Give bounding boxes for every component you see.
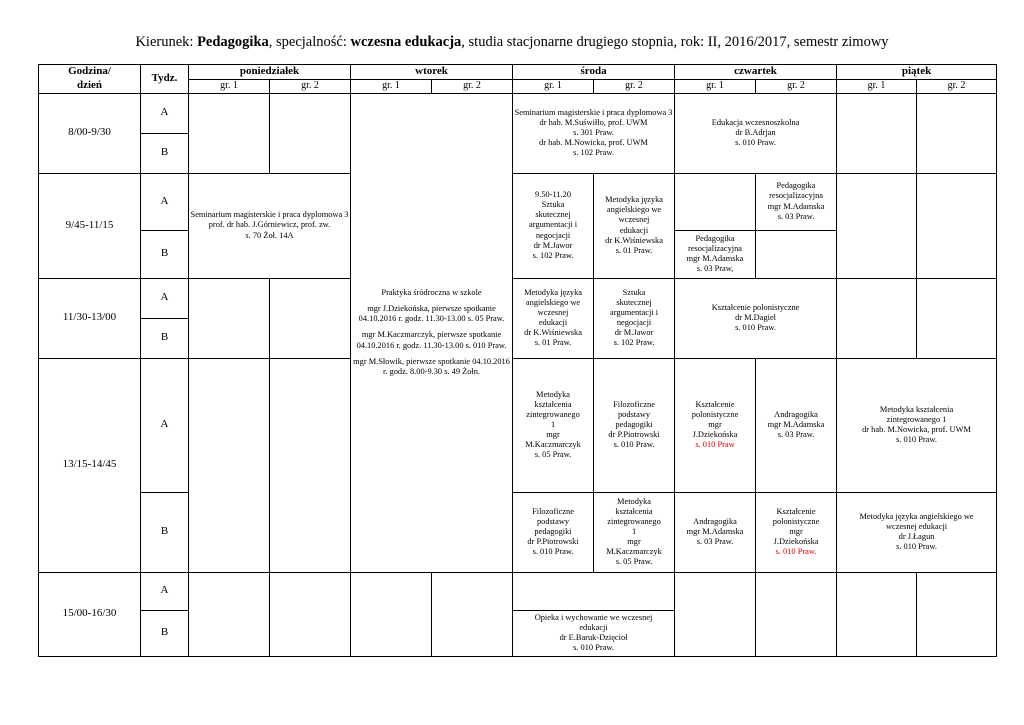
class-cell-sztuka: 9.50-11.20 Sztuka skutecznej argumentacji i negocjacji dr M.Jawor s. 102 Praw.: [513, 173, 594, 278]
empty-cell: [917, 278, 997, 358]
class-cell-resocjalizacja-gr2: Pedagogika resocjalizacyjna mgr M.Adamska s. 03 Praw.: [756, 173, 837, 230]
table-row: [39, 93, 997, 133]
hour-day-header: Godzina/ dzień: [39, 65, 141, 94]
day-friday: piątek: [837, 65, 997, 80]
header-days-row: [39, 65, 997, 80]
empty-cell: [837, 93, 917, 173]
group-header: gr. 2: [270, 79, 351, 93]
empty-cell: [917, 93, 997, 173]
time-slot-label: 8/00-9/30: [39, 93, 141, 173]
week-label: A: [141, 278, 189, 318]
class-cell-metodyka-zintegrowanego-czwartek: Metodyka kształcenia zintegrowanego 1 dr hab. M.Nowicka, prof. UWM s. 010 Praw.: [837, 358, 997, 492]
empty-cell: [675, 572, 756, 656]
class-cell-andragogika: Andragogika mgr M.Adamska s. 03 Praw.: [756, 358, 837, 492]
table-row: [39, 173, 997, 230]
group-header: gr. 1: [189, 79, 270, 93]
week-label: B: [141, 318, 189, 358]
class-cell-edukacja-wczesnoszkolna: Edukacja wczesnoszkolna dr B.Adrjan s. 010 Praw.: [675, 93, 837, 173]
group-header: gr. 2: [594, 79, 675, 93]
group-header: gr. 2: [917, 79, 997, 93]
empty-cell: [189, 572, 270, 656]
group-header: gr. 1: [513, 79, 594, 93]
week-label: B: [141, 492, 189, 572]
class-cell-filozoficzne-podstawy: Filozoficzne podstawy pedagogiki dr P.Piotrowski s. 010 Praw.: [513, 492, 594, 572]
empty-cell: [270, 358, 351, 572]
group-header: gr. 1: [837, 79, 917, 93]
table-row: [39, 492, 997, 572]
week-label: B: [141, 610, 189, 656]
time-slot-label: 13/15-14/45: [39, 358, 141, 572]
class-cell-andragogika: Andragogika mgr M.Adamska s. 03 Praw.: [675, 492, 756, 572]
class-cell-sztuka: Sztuka skutecznej argumentacji i negocjacji dr M.Jawor s. 102 Praw.: [594, 278, 675, 358]
week-label: A: [141, 572, 189, 610]
day-tuesday: wtorek: [351, 65, 513, 80]
empty-cell: [432, 572, 513, 656]
empty-cell: [351, 572, 432, 656]
class-cell-ksztalcenie-polonistyczne: Kształcenie polonistyczne mgr J.Dziekońska s. 010 Praw.: [756, 492, 837, 572]
group-header: gr. 1: [351, 79, 432, 93]
time-slot-label: 9/45-11/15: [39, 173, 141, 278]
class-cell-metodyka-jezyka: Metodyka języka angielskiego we wczesnej edukacji dr K.Wiśniewska s. 01 Praw.: [594, 173, 675, 278]
week-label: A: [141, 93, 189, 133]
schedule-table: [38, 64, 997, 657]
class-cell-praktyka: Praktyka śródroczna w szkole mgr J.Dziekońska, pierwsze spotkanie 04.10.2016 r. godz. 11.30-13.00 s. 05 Praw. mgr M.Kaczmarczyk, pierwsze spotkanie 04.10.2016 r. godz. 11.30-13.00 s. 010 Praw. mgr M.Słowik, pierwsze spotkanie 04.10.2016 r. godz. 8.00-9.30 s. 49 Żołn.: [351, 93, 513, 572]
week-label: A: [141, 358, 189, 492]
empty-cell: [837, 278, 917, 358]
class-cell-seminarium-sroda: Seminarium magisterskie i praca dyplomowa 3 dr hab. M.Suświłło, prof. UWM s. 301 Praw. dr hab. M.Nowicka, prof. UWM s. 102 Praw.: [513, 93, 675, 173]
empty-cell: [917, 173, 997, 278]
field-name: Pedagogika: [197, 34, 269, 50]
group-header: gr. 2: [432, 79, 513, 93]
table-row: [39, 572, 997, 610]
class-cell-metodyka-zintegrowanego: Metodyka kształcenia zintegrowanego 1 mgr M.Kaczmarczyk s. 05 Praw.: [513, 358, 594, 492]
class-cell-metodyka-jezyka-czwartek: Metodyka języka angielskiego we wczesnej edukacji dr J.Łagun s. 010 Praw.: [837, 492, 997, 572]
week-label: B: [141, 230, 189, 278]
class-cell-opieka-i-wychowanie: Opieka i wychowanie we wczesnej edukacji dr E.Baruk-Dzięcioł s. 010 Praw.: [513, 610, 675, 656]
empty-cell: [756, 572, 837, 656]
class-cell-metodyka-jezyka: Metodyka języka angielskiego we wczesnej edukacji dr K.Wiśniewska s. 01 Praw.: [513, 278, 594, 358]
class-cell-filozoficzne-podstawy: Filozoficzne podstawy pedagogiki dr P.Piotrowski s. 010 Praw.: [594, 358, 675, 492]
week-header: Tydz.: [141, 65, 189, 94]
group-header: gr. 2: [756, 79, 837, 93]
room-highlight: s. 010 Praw: [695, 440, 735, 450]
specialty-name: wczesna edukacja: [350, 34, 462, 50]
empty-cell: [189, 278, 270, 358]
table-row: [39, 278, 997, 318]
empty-cell: [270, 572, 351, 656]
empty-cell: [917, 572, 997, 656]
page-title: Kierunek: Pedagogika, specjalność: wczesna edukacja, studia stacjonarne drugiego stopnia, rok: II, 2016/2017, semestr zimowy: [135, 34, 889, 50]
table-row: [39, 358, 997, 492]
day-monday: poniedziałek: [189, 65, 351, 80]
class-cell-seminarium-poniedzialek: Seminarium magisterskie i praca dyplomowa 3 prof. dr hab. J.Górniewicz, prof. zw. s. 70 Żoł. 14A: [189, 173, 351, 278]
empty-cell: [189, 93, 270, 173]
time-slot-label: 11/30-13/00: [39, 278, 141, 358]
empty-cell: [675, 173, 756, 230]
empty-cell: [513, 572, 675, 610]
empty-cell: [189, 358, 270, 572]
empty-cell: [837, 173, 917, 278]
room-highlight: s. 010 Praw.: [775, 547, 817, 557]
group-header: gr. 1: [675, 79, 756, 93]
empty-cell: [270, 278, 351, 358]
empty-cell: [837, 572, 917, 656]
week-label: A: [141, 173, 189, 230]
empty-cell: [756, 230, 837, 278]
class-cell-ksztalcenie-polonistyczne: Kształcenie polonistyczne mgr J.Dziekońska s. 010 Praw: [675, 358, 756, 492]
day-thursday: czwartek: [675, 65, 837, 80]
class-cell-resocjalizacja-gr1: Pedagogika resocjalizacyjna mgr M.Adamska s. 03 Praw,: [675, 230, 756, 278]
class-cell-metodyka-zintegrowanego: Metodyka kształcenia zintegrowanego 1 mgr M.Kaczmarczyk s. 05 Praw.: [594, 492, 675, 572]
day-wednesday: środa: [513, 65, 675, 80]
class-cell-ksztalcenie-polonistyczne: Kształcenie polonistyczne dr M.Dagiel s. 010 Praw.: [675, 278, 837, 358]
empty-cell: [270, 93, 351, 173]
time-slot-label: 15/00-16/30: [39, 572, 141, 656]
week-label: B: [141, 133, 189, 173]
